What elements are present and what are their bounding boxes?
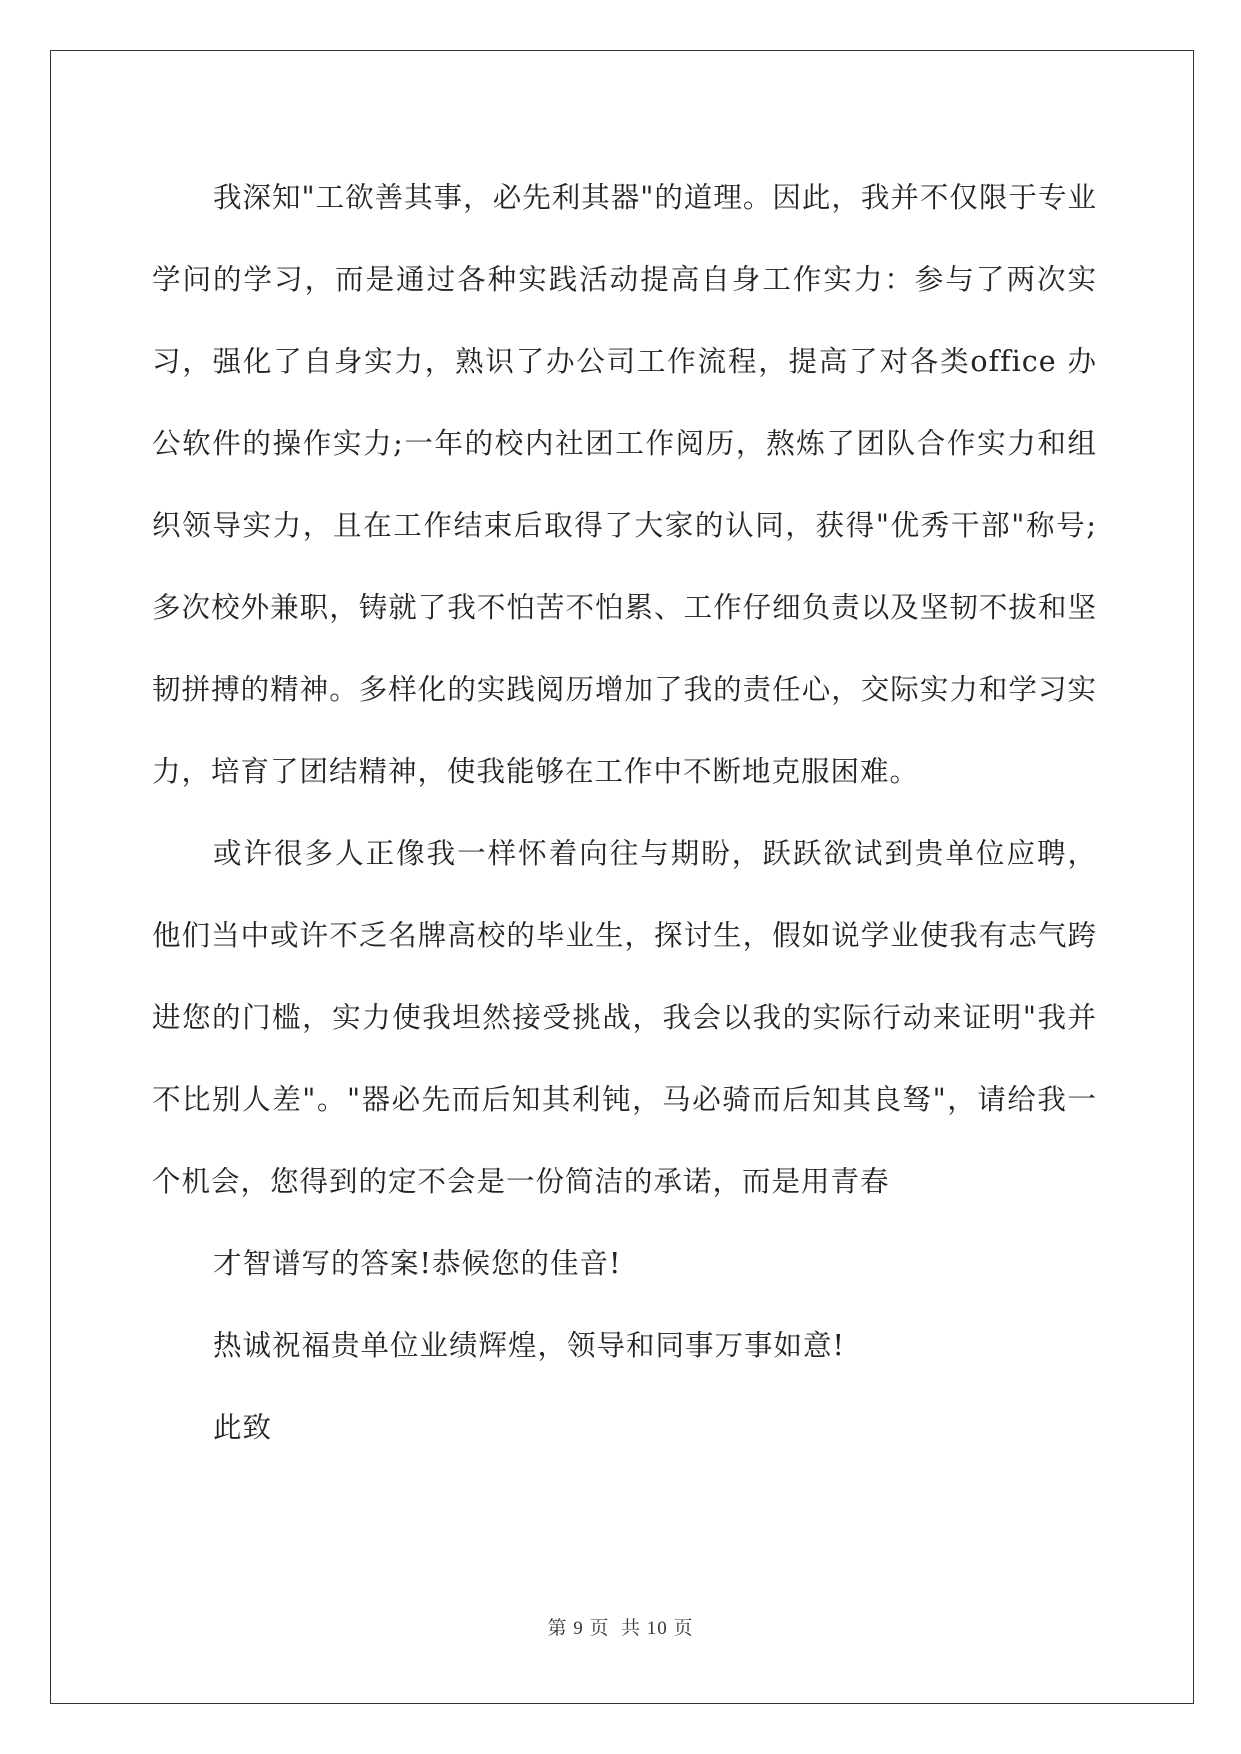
text-line: 专业学问的学习，而是通过各种实践活动提高自身工作实力：参与了 [152,181,1097,296]
text-line: 优秀干部"称号;多次校外兼职，铸就了我不怕苦不怕累、工作仔细负 [152,509,1097,624]
line-closing: 此致 [213,1411,273,1444]
document-body [152,157,1097,1469]
text-line: 或许很多人正像我一样怀着向往与期盼，跃跃欲试到贵单位应聘， [213,837,1097,870]
text-line: 两次实习，强化了自身实力，熟识了办公司工作流程，提高了对各类 [152,263,1097,378]
text-line: 合作实力和组织领导实力，且在工作结束后取得了大家的认同，获得" [152,427,1097,542]
text-line: 断地克服困难。 [712,755,920,788]
line-answer: 才智谱写的答案!恭候您的佳音! [213,1247,622,1280]
text-line: 任心，交际实力和学习实力，培育了团结精神，使我能够在工作中不 [152,673,1097,788]
text-line: 明"我并不比别人差"。"器必先而后知其利钝，马必骑而后知其良驽"， [152,1001,1097,1116]
page-number-footer: 第 9 页 共 10 页 [547,1618,694,1639]
text-line: office 办公软件的操作实力;一年的校内社团工作阅历，熬炼了团队 [152,345,1097,460]
text-line: 请给我一个机会，您得到的定不会是一份简洁的承诺，而是用青春 [152,1083,1097,1198]
paragraph-skills [152,157,1097,813]
paragraph-request [152,813,1097,1223]
line-wishes: 热诚祝福贵单位业绩辉煌，领导和同事万事如意! [213,1329,845,1362]
text-line: 他们当中或许不乏名牌高校的毕业生，探讨生，假如说学业使我有志 [152,919,1038,952]
text-line: 我深知"工欲善其事，必先利其器"的道理。因此，我并不仅限于 [213,181,1038,214]
text-line: 责以及坚韧不拔和坚韧拼搏的精神。多样化的实践阅历增加了我的责 [152,591,1097,706]
text-line: 气跨进您的门槛，实力使我坦然接受挑战，我会以我的实际行动来证 [152,919,1097,1034]
